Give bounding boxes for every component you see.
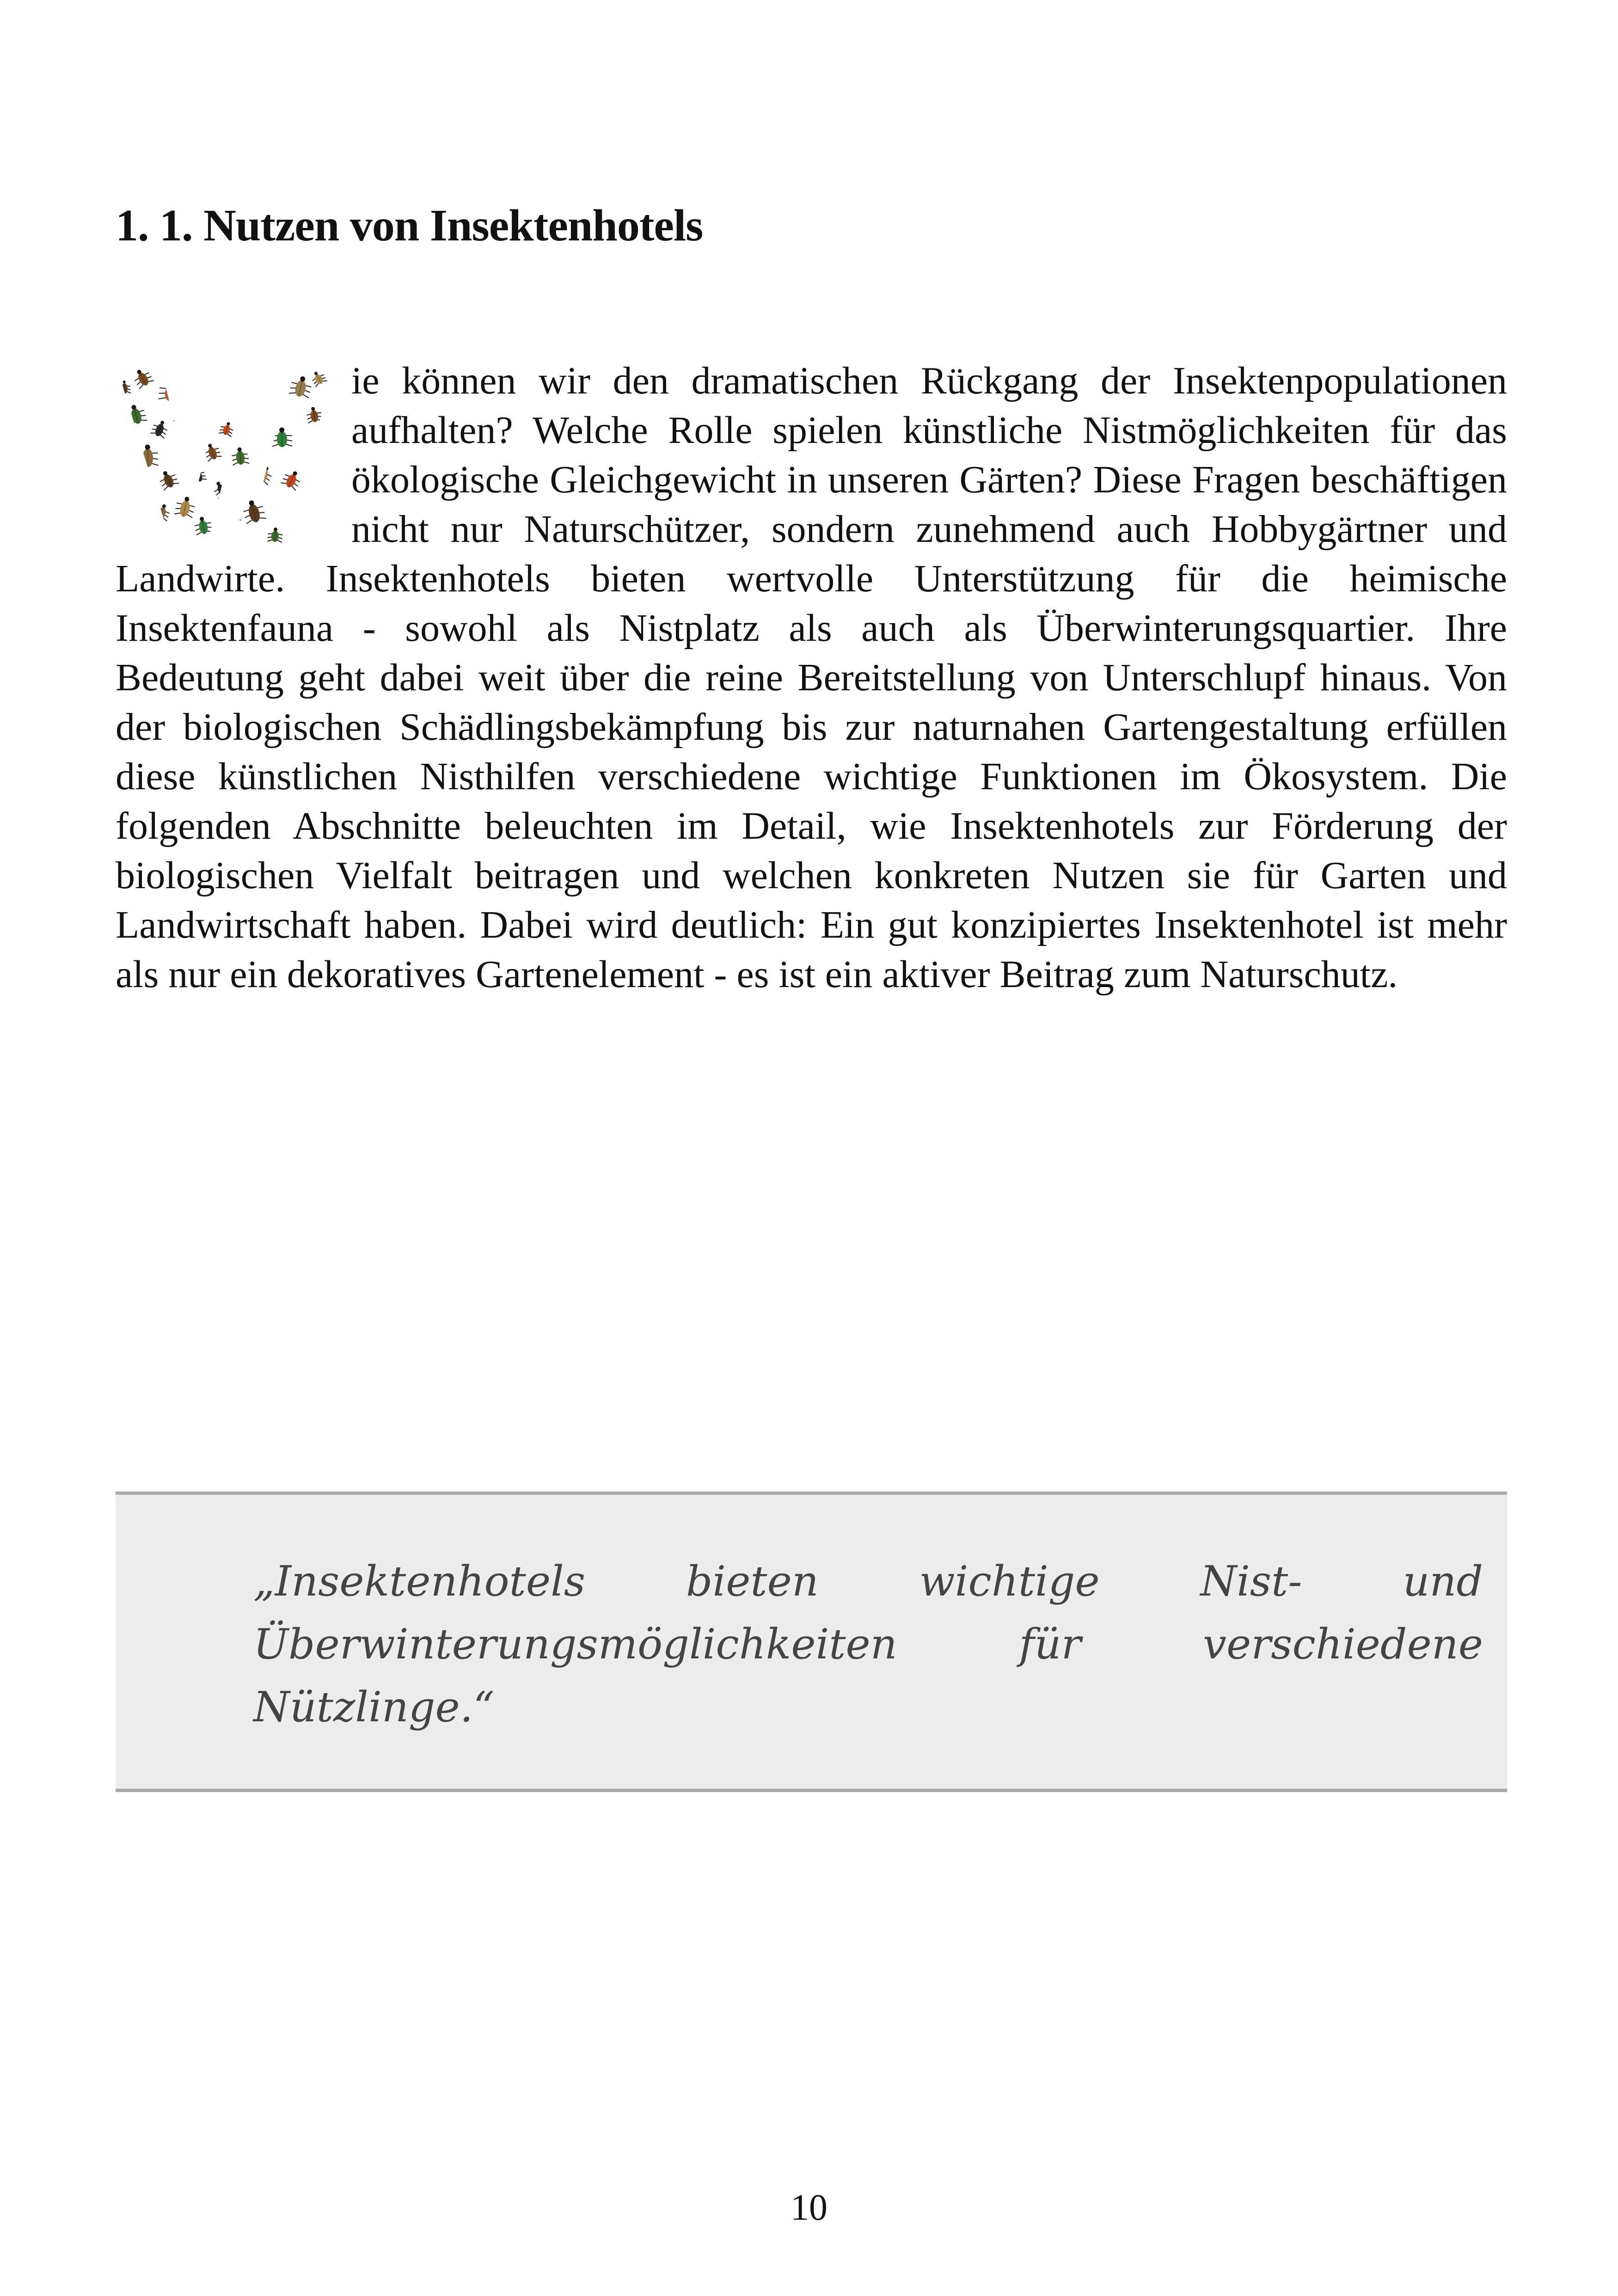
insect-icon — [137, 444, 159, 467]
insect-icon — [124, 402, 147, 426]
page-number: 10 — [791, 2187, 827, 2228]
pull-quote — [116, 1492, 1507, 1792]
insect-icon — [190, 466, 207, 484]
insect-icon — [241, 498, 266, 525]
insect-icon — [254, 464, 275, 485]
intro-text: ie können wir den dramatischen Rückgang der Insektenpopulationen aufhalten? Welche Rolle spielen künstliche Nistmöglichkeiten für das ökologische Gleichgewicht in unseren Gärten? Diese Fragen beschäftigen nicht nur Naturschützer, sondern zunehmend auch Hobbygärtner und Landwirte. Insektenhotels bieten wertvolle Unterstützung für die heimische Insektenfauna - sowohl als Nistplatz als auch als Überwinterungsquartier. Ihre Bedeutung geht dabei weit über die reine Bereitstellung von Unterschlupf hinaus. Von der biologischen Schädlingsbekämpfung bis zur naturnahen Gartengestaltung erfüllen diese künstlichen Nisthilfen verschiedene wichtige Funktionen im Ökosystem. Die folgenden Abschnitte beleuchten im Detail, wie Insektenhotels zur Förderung der biologischen Vielfalt beitragen und welchen konkreten Nutzen sie für Garten und Landwirtschaft haben. Dabei wird deutlich: Ein gut konzipiertes Insektenhotel ist mehr als nur ein dekoratives Gartenelement - es ist ein aktiver Beitrag zum Naturschutz. — [116, 359, 1507, 996]
insect-icon — [150, 418, 170, 439]
insect-icon — [131, 366, 154, 389]
section-title: 1. 1. Nutzen von Insektenhotels — [116, 201, 703, 251]
quote-text: „Insektenhotels bieten wichtige Nist- und Überwinterungsmöglichkeiten für verschiedene Nützlinge.“ — [253, 1557, 1483, 1731]
insect-icon — [158, 379, 184, 403]
insect-icon — [157, 468, 179, 491]
insect-icon — [289, 374, 313, 399]
insect-icon — [221, 509, 242, 532]
insect-icon — [119, 380, 131, 394]
insect-icon — [153, 502, 172, 521]
insect-icon — [259, 396, 276, 414]
insect-icon — [309, 369, 327, 387]
insect-icon — [231, 447, 250, 466]
insect-icon — [211, 479, 231, 499]
insect-icon — [193, 515, 213, 535]
insect-icon — [272, 427, 293, 447]
insect-icon — [267, 527, 283, 542]
insect-icon — [306, 406, 323, 424]
insect-icon — [173, 408, 187, 422]
insect-icon — [202, 442, 222, 462]
insect-icon — [281, 468, 303, 491]
insect-collage-letter-w-icon — [116, 361, 337, 553]
insect-icon — [219, 420, 235, 437]
drop-cap-w — [116, 361, 337, 553]
insect-icon — [174, 495, 196, 518]
insect-icon — [135, 484, 153, 503]
intro-paragraph — [116, 356, 1507, 999]
